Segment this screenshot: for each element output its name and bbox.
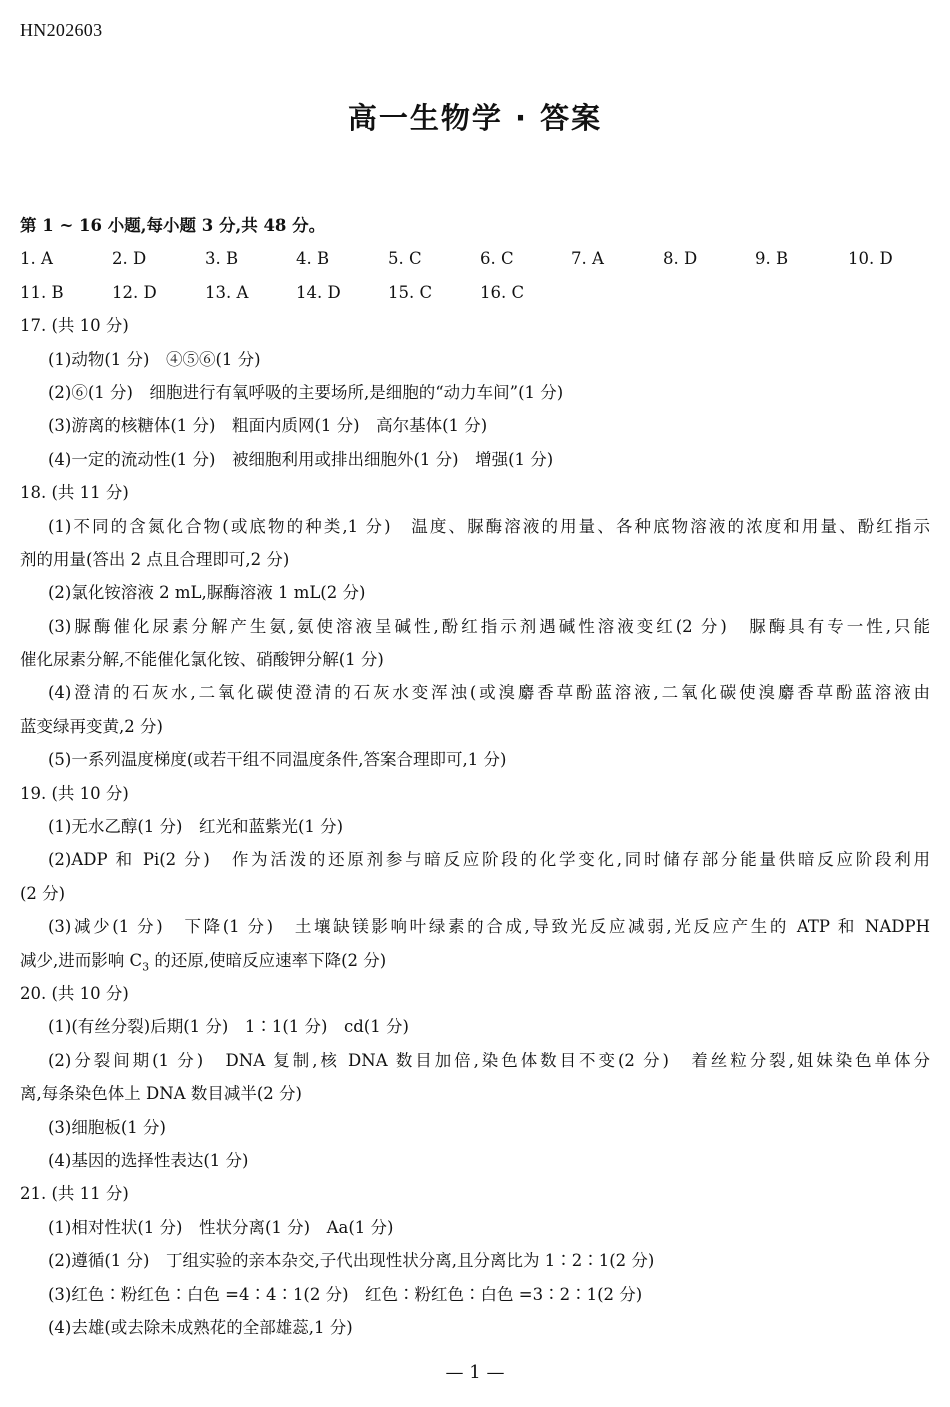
document-code: HN202603: [20, 20, 103, 40]
q21-part-4: (4)去雄(或去除未成熟花的全部雄蕊,1 分): [48, 1317, 353, 1337]
q19-part-2: (2)ADP 和 Pi(2 分) 作为活泼的还原剂参与暗反应阶段的化学变化,同时储存部分能量供暗反应阶段利用: [48, 850, 930, 870]
mc-answer: 5. C: [388, 249, 422, 269]
q18-heading: 18. (共 11 分): [20, 483, 129, 503]
q19-heading: 19. (共 10 分): [20, 783, 129, 803]
answer-content: [20, 209, 930, 1344]
q21-part-1: (1)相对性状(1 分) 性状分离(1 分) Aa(1 分): [48, 1217, 394, 1237]
q20-part-2: (2)分裂间期(1 分) DNA 复制,核 DNA 数目加倍,染色体数目不变(2 分) 着丝粒分裂,姐妹染色单体分: [48, 1050, 930, 1070]
mc-answer: 14. D: [296, 282, 341, 302]
q21-part-3: (3)红色∶粉红色∶白色 =4∶4∶1(2 分) 红色∶粉红色∶白色 =3∶2∶1(2 分): [48, 1284, 643, 1304]
mc-answer: 2. D: [112, 249, 147, 269]
mc-answer: 8. D: [663, 249, 698, 269]
mc-answer: 1. A: [20, 249, 53, 269]
mc-answer: 10. D: [848, 249, 893, 269]
q20-heading: 20. (共 10 分): [20, 983, 129, 1003]
page-number: — 1 —: [445, 1362, 505, 1383]
mc-answer: 15. C: [388, 282, 433, 302]
mc-answers-row-1: [20, 242, 930, 275]
q20-part-1: (1)(有丝分裂)后期(1 分) 1∶1(1 分) cd(1 分): [48, 1017, 409, 1037]
mc-answers-row-2: [20, 276, 930, 309]
page-title: 高一生物学 · 答案: [347, 101, 603, 135]
q20-part-3: (3)细胞板(1 分): [48, 1117, 166, 1137]
q19-part-3-cont: [20, 944, 930, 977]
q17-part-2: (2)⑥(1 分) 细胞进行有氧呼吸的主要场所,是细胞的“动力车间”(1 分): [48, 382, 564, 402]
mc-intro: 第 1 ~ 16 小题,每小题 3 分,共 48 分。: [20, 216, 326, 235]
q19-part-2-cont: (2 分): [20, 883, 66, 903]
q19-part-3: (3)减少(1 分) 下降(1 分) 土壤缺镁影响叶绿素的合成,导致光反应减弱,光反应产生的 ATP 和 NADPH: [48, 917, 930, 937]
q18-part-5: (5)一系列温度梯度(或若干组不同温度条件,答案合理即可,1 分): [48, 750, 507, 770]
q18-part-3: (3)脲酶催化尿素分解产生氨,氨使溶液呈碱性,酚红指示剂遇碱性溶液变红(2 分) 脲酶具有专一性,只能: [48, 616, 930, 636]
q17-part-3: (3)游离的核糖体(1 分) 粗面内质网(1 分) 高尔基体(1 分): [48, 416, 488, 436]
q20-part-4: (4)基因的选择性表达(1 分): [48, 1150, 249, 1170]
mc-answer: 6. C: [480, 249, 514, 269]
q18-part-1: (1)不同的含氮化合物(或底物的种类,1 分) 温度、脲酶溶液的用量、各种底物溶液的浓度和用量、酚红指示: [48, 516, 930, 536]
q18-part-4-cont: 蓝变绿再变黄,2 分): [20, 716, 163, 736]
q21-part-2: (2)遵循(1 分) 丁组实验的亲本杂交,子代出现性状分离,且分离比为 1∶2∶1(2 分): [48, 1251, 655, 1271]
q18-part-4: (4)澄清的石灰水,二氧化碳使澄清的石灰水变浑浊(或溴麝香草酚蓝溶液,二氧化碳使溴麝香草酚蓝溶液由: [48, 683, 930, 703]
q18-part-1-cont: 剂的用量(答出 2 点且合理即可,2 分): [20, 549, 290, 569]
q19-part-3-text-a: 减少,进而影响 C: [20, 950, 143, 970]
mc-answer: 7. A: [571, 249, 604, 269]
mc-answer: 3. B: [205, 249, 239, 269]
subscript-3: 3: [142, 959, 150, 973]
mc-answer: 4. B: [296, 249, 330, 269]
q17-part-1: (1)动物(1 分) ④⑤⑥(1 分): [48, 349, 261, 369]
q18-part-3-cont: 催化尿素分解,不能催化氯化铵、硝酸钾分解(1 分): [20, 650, 384, 670]
mc-answer: 11. B: [20, 282, 64, 302]
mc-answer: 9. B: [755, 249, 789, 269]
q17-part-4: (4)一定的流动性(1 分) 被细胞利用或排出细胞外(1 分) 增强(1 分): [48, 449, 554, 469]
q19-part-1: (1)无水乙醇(1 分) 红光和蓝紫光(1 分): [48, 817, 344, 837]
q17-heading: 17. (共 10 分): [20, 316, 129, 336]
q21-heading: 21. (共 11 分): [20, 1184, 129, 1204]
q18-part-2: (2)氯化铵溶液 2 mL,脲酶溶液 1 mL(2 分): [48, 583, 366, 603]
mc-answer: 13. A: [205, 282, 249, 302]
q19-part-3-text-b: 的还原,使暗反应速率下降(2 分): [149, 950, 387, 970]
mc-answer: 12. D: [112, 282, 157, 302]
q20-part-2-cont: 离,每条染色体上 DNA 数目减半(2 分): [20, 1084, 302, 1104]
mc-answer: 16. C: [480, 282, 525, 302]
